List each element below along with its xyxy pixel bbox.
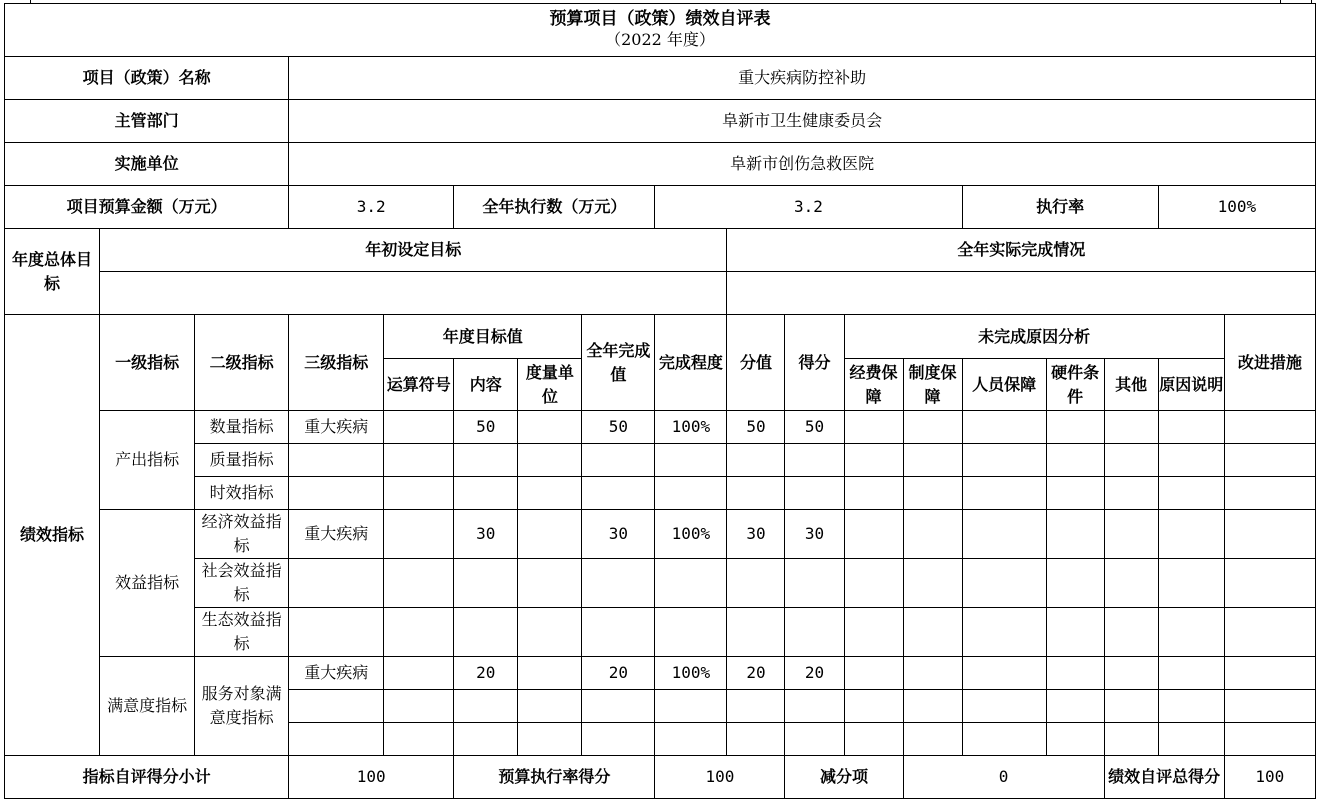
- project-name-value: 重大疾病防控补助: [289, 57, 1316, 100]
- completion-value: [655, 690, 727, 723]
- deduction-label: 减分项: [785, 756, 903, 799]
- funding-header: 经费保障: [844, 359, 903, 411]
- budget-label: 项目预算金额（万元）: [5, 186, 289, 229]
- content-value: 30: [454, 510, 518, 559]
- reason-cell: [903, 723, 962, 756]
- reason-cell: [1158, 657, 1224, 690]
- unit-value: [518, 608, 582, 657]
- reason-cell: [903, 559, 962, 608]
- content-value: [454, 444, 518, 477]
- completion-value: [655, 559, 727, 608]
- reason-cell: [903, 411, 962, 444]
- level2-indicator: 服务对象满意度指标: [195, 657, 289, 756]
- subtotal-label: 指标自评得分小计: [5, 756, 289, 799]
- score-value: [785, 444, 844, 477]
- reason-cell: [962, 657, 1046, 690]
- score-value: 50: [785, 411, 844, 444]
- annual-goal-label: 年度总体目标: [5, 229, 100, 315]
- weight-value: [727, 690, 785, 723]
- reason-cell: [962, 559, 1046, 608]
- operator-value: [384, 411, 454, 444]
- reason-cell: [1158, 477, 1224, 510]
- reason-cell: [844, 723, 903, 756]
- operator-value: [384, 510, 454, 559]
- indicator-row: [5, 444, 1316, 477]
- reason-cell: [1046, 411, 1104, 444]
- reason-cell: [903, 608, 962, 657]
- operator-value: [384, 657, 454, 690]
- level2-indicator: 数量指标: [195, 411, 289, 444]
- department-value: 阜新市卫生健康委员会: [289, 100, 1316, 143]
- unit-label: 实施单位: [5, 143, 289, 186]
- improvement-header: 改进措施: [1224, 315, 1315, 411]
- unit-value: [518, 657, 582, 690]
- improvement-cell: [1224, 411, 1315, 444]
- level3-indicator: 重大疾病: [289, 510, 384, 559]
- annual-value: 50: [582, 411, 655, 444]
- annual-value: [582, 559, 655, 608]
- reason-cell: [844, 411, 903, 444]
- staff-header: 人员保障: [962, 359, 1046, 411]
- reason-cell: [962, 477, 1046, 510]
- operator-value: [384, 444, 454, 477]
- reason-cell: [844, 690, 903, 723]
- reason-cell: [1104, 510, 1158, 559]
- improvement-cell: [1224, 657, 1315, 690]
- level1-indicator: 产出指标: [100, 411, 195, 510]
- table-title: 预算项目（政策）绩效自评表: [549, 9, 771, 29]
- reason-cell: [1104, 411, 1158, 444]
- actual-completion-header: 全年实际完成情况: [727, 229, 1316, 272]
- reason-cell: [1104, 657, 1158, 690]
- reason-cell: [1158, 559, 1224, 608]
- weight-value: [727, 477, 785, 510]
- system-header: 制度保障: [903, 359, 962, 411]
- annual-value: 30: [582, 510, 655, 559]
- level2-indicator: 社会效益指标: [195, 559, 289, 608]
- reason-cell: [1046, 510, 1104, 559]
- indicator-row: [5, 657, 1316, 690]
- project-name-label: 项目（政策）名称: [5, 57, 289, 100]
- reason-cell: [1104, 444, 1158, 477]
- reason-cell: [962, 510, 1046, 559]
- reason-cell: [844, 559, 903, 608]
- level3-indicator: [289, 477, 384, 510]
- indicator-row: [5, 477, 1316, 510]
- reason-cell: [1104, 608, 1158, 657]
- completion-value: [655, 608, 727, 657]
- score-value: [785, 559, 844, 608]
- operator-value: [384, 608, 454, 657]
- annual-value: [582, 608, 655, 657]
- reason-cell: [903, 510, 962, 559]
- reason-cell: [1104, 690, 1158, 723]
- level2-header: 二级指标: [195, 315, 289, 411]
- reason-cell: [844, 608, 903, 657]
- improvement-cell: [1224, 510, 1315, 559]
- completion-value: [655, 444, 727, 477]
- subtotal-value: 100: [289, 756, 454, 799]
- reason-cell: [844, 510, 903, 559]
- reason-cell: [1046, 559, 1104, 608]
- reason-cell: [1104, 723, 1158, 756]
- unit-header: 度量单位: [518, 359, 582, 411]
- unit-value: [518, 510, 582, 559]
- improvement-cell: [1224, 690, 1315, 723]
- unit-value: [518, 444, 582, 477]
- level3-indicator: 重大疾病: [289, 657, 384, 690]
- target-value-header: 年度目标值: [384, 315, 582, 359]
- level3-indicator: [289, 608, 384, 657]
- completion-value: [655, 477, 727, 510]
- weight-value: [727, 608, 785, 657]
- score-value: [785, 477, 844, 510]
- content-value: [454, 690, 518, 723]
- reason-cell: [903, 444, 962, 477]
- initial-goal-value: [100, 272, 727, 315]
- level2-indicator: 经济效益指标: [195, 510, 289, 559]
- unit-value: [518, 411, 582, 444]
- reason-cell: [844, 444, 903, 477]
- level2-indicator: 生态效益指标: [195, 608, 289, 657]
- deduction-value: 0: [903, 756, 1104, 799]
- performance-indicators-label: 绩效指标: [5, 315, 100, 756]
- unit-value: [518, 477, 582, 510]
- level1-indicator: 效益指标: [100, 510, 195, 657]
- weight-value: [727, 559, 785, 608]
- operator-value: [384, 690, 454, 723]
- weight-value: [727, 444, 785, 477]
- reason-cell: [1046, 444, 1104, 477]
- total-score-value: 100: [1224, 756, 1315, 799]
- indicator-row: [5, 411, 1316, 444]
- reason-cell: [962, 690, 1046, 723]
- reason-cell: [1046, 657, 1104, 690]
- total-score-label: 绩效自评总得分: [1104, 756, 1224, 799]
- level1-header: 一级指标: [100, 315, 195, 411]
- indicator-row: [5, 608, 1316, 657]
- exec-score-label: 预算执行率得分: [454, 756, 655, 799]
- annual-value: [582, 444, 655, 477]
- indicator-row: [5, 559, 1316, 608]
- score-value-header: 分值: [727, 315, 785, 411]
- executed-value: 3.2: [655, 186, 962, 229]
- reason-cell: [1158, 510, 1224, 559]
- reason-note-header: 原因说明: [1158, 359, 1224, 411]
- unit-value: [518, 559, 582, 608]
- content-header: 内容: [454, 359, 518, 411]
- table-year: （2022 年度）: [605, 30, 715, 49]
- level3-indicator: [289, 559, 384, 608]
- content-value: [454, 723, 518, 756]
- content-value: [454, 608, 518, 657]
- level3-indicator: [289, 723, 384, 756]
- level3-indicator: 重大疾病: [289, 411, 384, 444]
- reason-cell: [962, 608, 1046, 657]
- score-value: 30: [785, 510, 844, 559]
- reason-cell: [1046, 690, 1104, 723]
- score-header: 得分: [785, 315, 844, 411]
- level2-indicator: 时效指标: [195, 477, 289, 510]
- weight-value: [727, 723, 785, 756]
- reason-cell: [962, 411, 1046, 444]
- content-value: [454, 477, 518, 510]
- budget-value: 3.2: [289, 186, 454, 229]
- annual-value: 20: [582, 657, 655, 690]
- reason-cell: [1158, 690, 1224, 723]
- rate-value: 100%: [1158, 186, 1315, 229]
- reason-cell: [1046, 477, 1104, 510]
- improvement-cell: [1224, 444, 1315, 477]
- completion-value: [655, 723, 727, 756]
- completion-value: 100%: [655, 510, 727, 559]
- operator-value: [384, 477, 454, 510]
- unit-value: [518, 690, 582, 723]
- score-value: [785, 608, 844, 657]
- reason-cell: [903, 657, 962, 690]
- reason-cell: [1158, 411, 1224, 444]
- weight-value: 50: [727, 411, 785, 444]
- level2-indicator: 质量指标: [195, 444, 289, 477]
- operator-value: [384, 559, 454, 608]
- improvement-cell: [1224, 723, 1315, 756]
- reason-cell: [903, 690, 962, 723]
- score-value: 20: [785, 657, 844, 690]
- weight-value: 20: [727, 657, 785, 690]
- content-value: [454, 559, 518, 608]
- reason-cell: [1046, 723, 1104, 756]
- actual-completion-value: [727, 272, 1316, 315]
- annual-value: [582, 690, 655, 723]
- reason-cell: [1158, 608, 1224, 657]
- initial-goal-header: 年初设定目标: [100, 229, 727, 272]
- reason-cell: [1104, 559, 1158, 608]
- level3-indicator: [289, 690, 384, 723]
- improvement-cell: [1224, 608, 1315, 657]
- annual-value: [582, 723, 655, 756]
- weight-value: 30: [727, 510, 785, 559]
- content-value: 50: [454, 411, 518, 444]
- executed-label: 全年执行数（万元）: [454, 186, 655, 229]
- reason-cell: [1046, 608, 1104, 657]
- score-value: [785, 690, 844, 723]
- reason-cell: [1104, 477, 1158, 510]
- reason-cell: [844, 477, 903, 510]
- operator-header: 运算符号: [384, 359, 454, 411]
- reason-cell: [962, 444, 1046, 477]
- annual-value-header: 全年完成值: [582, 315, 655, 411]
- improvement-cell: [1224, 477, 1315, 510]
- content-value: 20: [454, 657, 518, 690]
- unit-value: 阜新市创伤急救医院: [289, 143, 1316, 186]
- completion-value: 100%: [655, 411, 727, 444]
- reason-cell: [844, 657, 903, 690]
- title-cell: [5, 4, 1316, 57]
- indicator-row: [5, 510, 1316, 559]
- hardware-header: 硬件条件: [1046, 359, 1104, 411]
- improvement-cell: [1224, 559, 1315, 608]
- score-value: [785, 723, 844, 756]
- unit-value: [518, 723, 582, 756]
- level3-indicator: [289, 444, 384, 477]
- reason-cell: [962, 723, 1046, 756]
- reason-cell: [903, 477, 962, 510]
- reason-cell: [1158, 723, 1224, 756]
- department-label: 主管部门: [5, 100, 289, 143]
- other-header: 其他: [1104, 359, 1158, 411]
- level1-indicator: 满意度指标: [100, 657, 195, 756]
- exec-score-value: 100: [655, 756, 785, 799]
- rate-label: 执行率: [962, 186, 1158, 229]
- operator-value: [384, 723, 454, 756]
- self-evaluation-table: [4, 3, 1316, 799]
- completion-value: 100%: [655, 657, 727, 690]
- reason-cell: [1158, 444, 1224, 477]
- level3-header: 三级指标: [289, 315, 384, 411]
- completion-header: 完成程度: [655, 315, 727, 411]
- reason-analysis-header: 未完成原因分析: [844, 315, 1224, 359]
- annual-value: [582, 477, 655, 510]
